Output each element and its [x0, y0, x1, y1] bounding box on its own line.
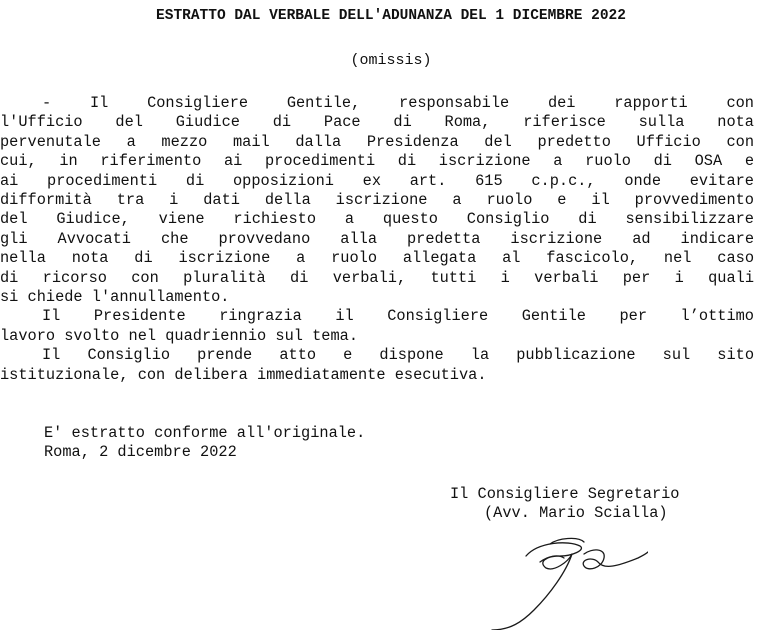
- certification-text: E' estratto conforme all'originale.: [44, 424, 366, 442]
- paragraph-line: pervenutale a mezzo mail dalla Presidenza del predetto Ufficio con: [0, 132, 754, 151]
- paragraph-line: istituzionale, con delibera immediatamente esecutiva.: [0, 365, 487, 384]
- paragraph-line: lavoro svolto nel quadriennio sul tema.: [0, 326, 359, 345]
- paragraph-line: si chiede l'annullamento.: [0, 288, 230, 307]
- paragraph-thanks: [0, 307, 754, 346]
- paragraph-line: del Giudice, viene richiesto a questo Consiglio di sensibilizzare: [0, 210, 754, 229]
- paragraph-report: [0, 94, 754, 307]
- document-title: ESTRATTO DAL VERBALE DELL'ADUNANZA DEL 1 DICEMBRE 2022: [156, 8, 626, 24]
- document-body: [0, 94, 754, 385]
- paragraph-line: nella nota di iscrizione a ruolo allegata al fascicolo, nel caso: [0, 249, 754, 268]
- paragraph-line: ai procedimenti di opposizioni ex art. 615 c.p.c., onde evitare: [0, 171, 754, 190]
- paragraph-resolution: [0, 346, 754, 385]
- paragraph-line: di ricorso con pluralità di verbali, tutti i verbali per i quali: [0, 268, 754, 287]
- place-date: Roma, 2 dicembre 2022: [44, 443, 237, 462]
- paragraph-line: cui, in riferimento ai procedimenti di iscrizione a ruolo di OSA e: [0, 152, 754, 171]
- paragraph-line: Il Presidente ringrazia il Consigliere Gentile per l’ottimo: [42, 307, 754, 326]
- omissis-note: (omissis): [350, 52, 432, 69]
- paragraph-line: - Il Consigliere Gentile, responsabile dei rapporti con: [42, 94, 754, 112]
- signer-block: [450, 485, 730, 524]
- paragraph-line: difformità tra i dati della iscrizione a ruolo e il provvedimento: [0, 191, 754, 210]
- certification-block: [44, 424, 365, 463]
- signer-name: (Avv. Mario Scialla): [484, 504, 668, 523]
- paragraph-line: l'Ufficio del Giudice di Pace di Roma, riferisce sulla nota: [0, 113, 754, 132]
- handwritten-signature: [488, 532, 648, 630]
- paragraph-line: gli Avvocati che provvedano alla predetta iscrizione ad indicare: [0, 229, 754, 248]
- paragraph-line: Il Consiglio prende atto e dispone la pubblicazione sul sito: [42, 346, 754, 365]
- signer-role: Il Consigliere Segretario: [450, 485, 680, 503]
